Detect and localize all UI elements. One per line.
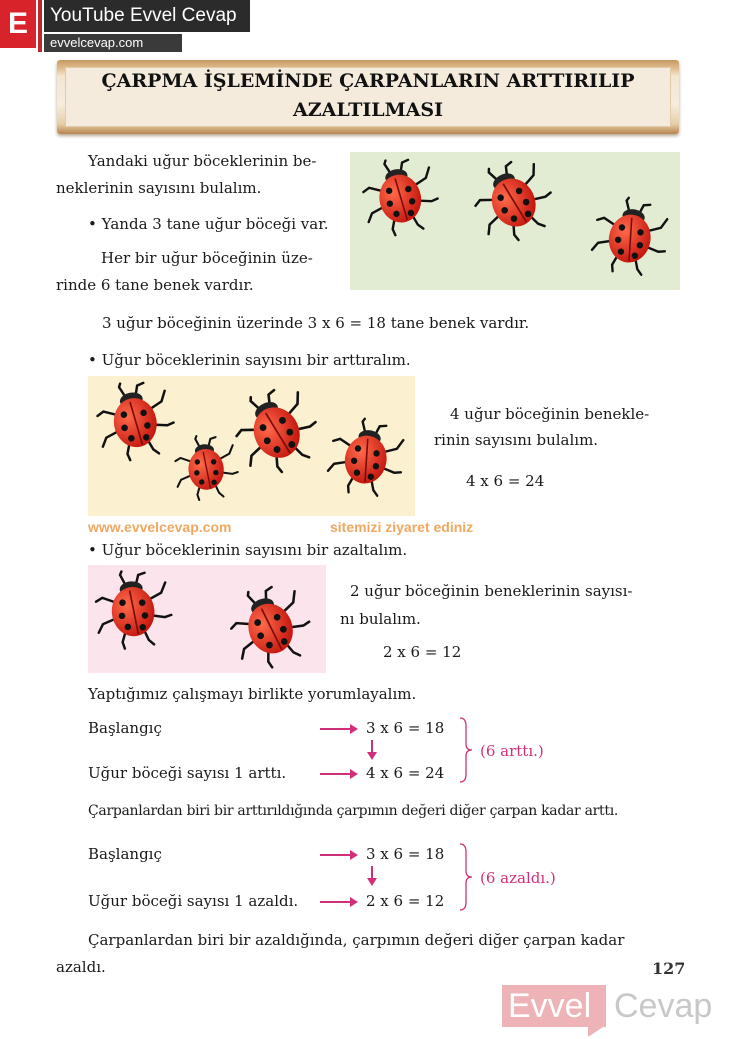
youtube-channel-label: YouTube Evvel Cevap — [44, 0, 250, 32]
ladybug-panel-four — [88, 376, 415, 516]
block2-change-equation: 2 x 6 = 12 — [366, 892, 445, 910]
arrow-down-icon — [371, 740, 373, 758]
brand-divider — [38, 0, 42, 52]
footer-logo-word1: Evvel — [508, 987, 592, 1025]
watermark-main: www.evvelcevap.com — [88, 519, 232, 535]
arrow-right-icon — [320, 901, 356, 903]
ladybug-panel-three — [350, 152, 680, 290]
decrease-line2: nı bulalım. — [340, 610, 421, 628]
decrease-line1: 2 uğur böceğinin beneklerinin sayısı- — [350, 582, 633, 600]
block1-change-label: Uğur böceği sayısı 1 arttı. — [88, 764, 287, 782]
footer-logo-word2: Cevap — [614, 987, 713, 1025]
arrow-right-icon — [320, 728, 356, 730]
intro-bullet-text: Yanda 3 tane uğur böceği var. — [101, 215, 329, 233]
intro-line2: neklerinin sayısını bulalım. — [56, 179, 262, 197]
increase-line1: 4 uğur böceğinin benekle- — [450, 405, 650, 423]
right-brace-icon — [458, 716, 476, 784]
increase-bullet: • Uğur böceklerinin sayısını bir arttıralım. — [88, 351, 411, 369]
title-board — [57, 60, 679, 134]
block2-change-label: Uğur böceği sayısı 1 azaldı. — [88, 892, 299, 910]
ladybug-icon — [360, 157, 440, 241]
page-number: 127 — [652, 959, 686, 978]
conclusion-decrease-line2: azaldı. — [56, 958, 106, 976]
page-title — [57, 67, 679, 125]
increase-equation: 4 x 6 = 24 — [466, 472, 545, 490]
decrease-equation: 2 x 6 = 12 — [383, 643, 462, 661]
decrease-bullet-text: Uğur böceklerinin sayısını bir azaltalım. — [101, 541, 408, 559]
block1-start-label: Başlangıç — [88, 719, 162, 737]
intro-para-line2: rinde 6 tane benek vardır. — [56, 276, 254, 294]
ladybug-icon — [92, 569, 174, 655]
intro-bullet: • Yanda 3 tane uğur böceği var. — [88, 215, 329, 233]
page-title-line2: AZALTILMASI — [293, 99, 443, 121]
watermark-secondary: sitemizi ziyaret ediniz — [330, 519, 474, 535]
ladybug-icon — [94, 380, 176, 466]
footer-logo-tail — [588, 1025, 606, 1037]
ladybug-icon — [472, 160, 554, 246]
ladybug-panel-two — [88, 565, 326, 673]
interpret-heading: Yaptığımız çalışmayı birlikte yorumlayalım. — [88, 685, 417, 703]
increase-bullet-text: Uğur böceklerinin sayısını bir arttıralım. — [101, 351, 411, 369]
increase-line2: rinin sayısını bulalım. — [434, 431, 599, 449]
arrow-right-icon — [320, 773, 356, 775]
decrease-bullet: • Uğur böceklerinin sayısını bir azaltalım. — [88, 541, 408, 559]
brand-logo — [0, 0, 36, 48]
block2-start-equation: 3 x 6 = 18 — [366, 845, 445, 863]
block2-start-label: Başlangıç — [88, 845, 162, 863]
site-url-label: evvelcevap.com — [44, 34, 182, 52]
ladybug-icon — [172, 434, 240, 506]
ladybug-icon — [590, 197, 670, 281]
intro-para-line1: Her bir uğur böceğinin üze- — [101, 249, 313, 267]
block1-note: (6 arttı.) — [480, 742, 544, 760]
arrow-down-icon — [371, 866, 373, 884]
arrow-right-icon — [320, 854, 356, 856]
brand-logo-letter: E — [7, 7, 28, 40]
block1-change-equation: 4 x 6 = 24 — [366, 764, 445, 782]
right-brace-icon — [458, 842, 476, 912]
ladybug-icon — [228, 585, 312, 673]
intro-line1: Yandaki uğur böceklerinin be- — [88, 152, 317, 170]
block1-start-equation: 3 x 6 = 18 — [366, 719, 445, 737]
intro-result: 3 uğur böceğinin üzerinde 3 x 6 = 18 tane benek vardır. — [102, 314, 530, 332]
conclusion-increase: Çarpanlardan biri bir arttırıldığında çarpımın değeri diğer çarpan kadar arttı. — [88, 803, 619, 819]
conclusion-decrease-line1: Çarpanlardan biri bir azaldığında, çarpımın değeri diğer çarpan kadar — [88, 931, 625, 949]
block2-note: (6 azaldı.) — [480, 869, 556, 887]
page-title-line1: ÇARPMA İŞLEMİNDE ÇARPANLARIN ARTTIRILIP — [101, 70, 635, 92]
ladybug-icon — [233, 388, 319, 478]
ladybug-icon — [326, 418, 406, 502]
